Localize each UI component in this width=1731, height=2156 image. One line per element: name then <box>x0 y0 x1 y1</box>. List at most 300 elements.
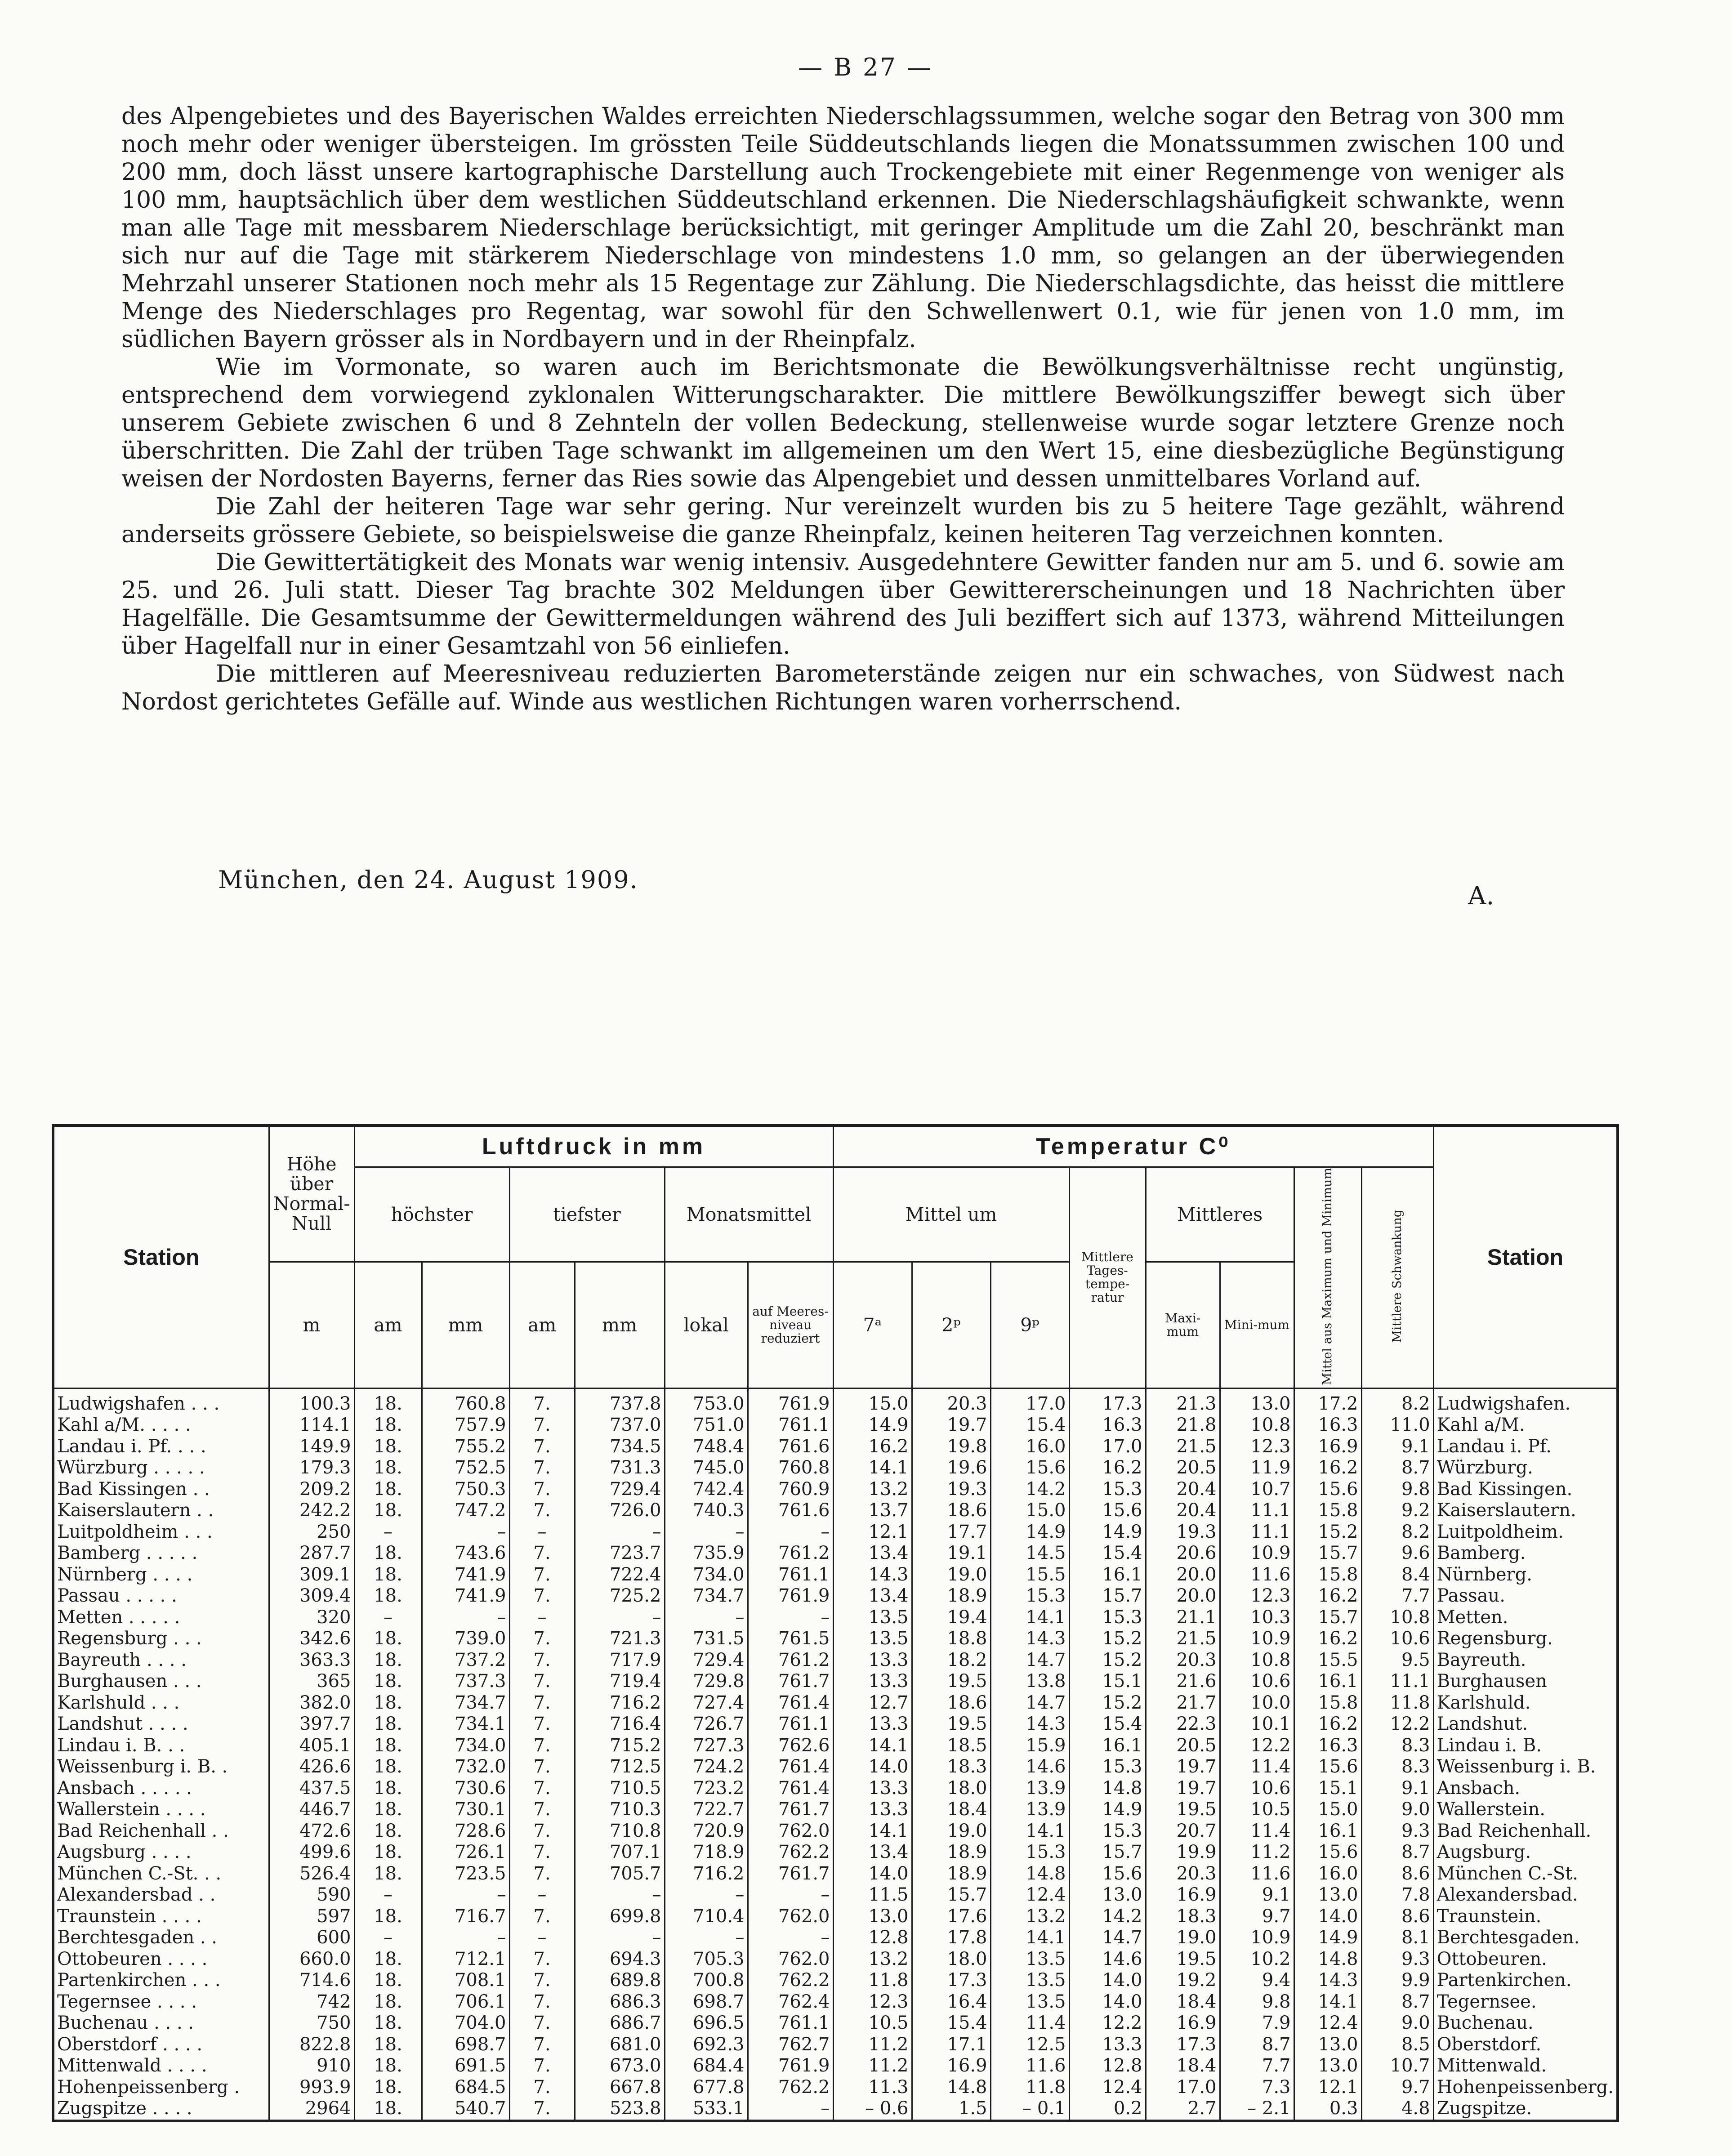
cell-local: 716.2 <box>665 1863 748 1885</box>
cell-max-mm: 730.6 <box>422 1778 509 1799</box>
cell-fluctuation: 9.0 <box>1361 2013 1433 2034</box>
cell-minimum: 10.3 <box>1220 1607 1294 1629</box>
cell-daily-mean: 14.8 <box>1069 1778 1146 1799</box>
cell-t7: 11.3 <box>833 2077 912 2098</box>
cell-station: Regensburg . . . <box>53 1628 269 1650</box>
cell-t7: 13.3 <box>833 1714 912 1735</box>
cell-mean-maxmin: 16.2 <box>1294 1714 1361 1735</box>
cell-fluctuation: 7.8 <box>1361 1884 1433 1906</box>
cell-local: 724.2 <box>665 1756 748 1778</box>
cell-min-mm: 729.4 <box>575 1479 665 1500</box>
cell-min-am: 7. <box>509 1388 575 1415</box>
cell-station-right: Oberstdorf. <box>1433 2034 1618 2056</box>
cell-height: 114.1 <box>269 1415 354 1436</box>
cell-station: Buchenau . . . . <box>53 2013 269 2034</box>
cell-t7: 13.4 <box>833 1543 912 1564</box>
cell-t2: 15.4 <box>912 2013 990 2034</box>
cell-mean-maxmin: 0.3 <box>1294 2098 1361 2121</box>
cell-t7: 14.1 <box>833 1821 912 1842</box>
cell-t7: 11.5 <box>833 1884 912 1906</box>
cell-maximum: 21.5 <box>1146 1628 1220 1650</box>
cell-t2: 17.1 <box>912 2034 990 2056</box>
cell-local: 745.0 <box>665 1457 748 1479</box>
cell-mean-maxmin: 16.2 <box>1294 1457 1361 1479</box>
cell-t7: 13.0 <box>833 1906 912 1928</box>
cell-fluctuation: 8.6 <box>1361 1906 1433 1928</box>
cell-sea-level: 761.6 <box>748 1500 833 1522</box>
cell-daily-mean: 15.4 <box>1069 1714 1146 1735</box>
cell-mean-maxmin: 15.6 <box>1294 1479 1361 1500</box>
cell-station-right: Zugspitze. <box>1433 2098 1618 2121</box>
cell-t9: 15.0 <box>990 1500 1069 1522</box>
cell-station-right: Weissenburg i. B. <box>1433 1756 1618 1778</box>
cell-min-mm: 722.4 <box>575 1564 665 1586</box>
cell-min-am: 7. <box>509 2077 575 2098</box>
header-max-pressure: höchster <box>354 1167 509 1262</box>
cell-t7: 12.1 <box>833 1522 912 1543</box>
cell-daily-mean: 14.0 <box>1069 1991 1146 2013</box>
cell-station: Oberstdorf . . . . <box>53 2034 269 2056</box>
cell-max-am: 18. <box>354 1692 422 1714</box>
cell-min-am: 7. <box>509 2013 575 2034</box>
cell-max-mm: 741.9 <box>422 1564 509 1586</box>
cell-fluctuation: 8.3 <box>1361 1735 1433 1757</box>
cell-mean-maxmin: 15.8 <box>1294 1500 1361 1522</box>
cell-station: Luitpoldheim . . . <box>53 1522 269 1543</box>
page-number: — B 27 — <box>798 53 933 81</box>
cell-maximum: 20.7 <box>1146 1821 1220 1842</box>
cell-height: 600 <box>269 1927 354 1949</box>
cell-t7: 12.8 <box>833 1927 912 1949</box>
cell-station: Nürnberg . . . . <box>53 1564 269 1586</box>
cell-station-right: Bamberg. <box>1433 1543 1618 1564</box>
cell-minimum: 9.1 <box>1220 1884 1294 1906</box>
cell-min-am: – <box>509 1884 575 1906</box>
cell-maximum: 22.3 <box>1146 1714 1220 1735</box>
cell-mean-maxmin: 17.2 <box>1294 1388 1361 1415</box>
cell-min-mm: 686.3 <box>575 1991 665 2013</box>
cell-sea-level: 762.2 <box>748 2077 833 2098</box>
cell-max-am: 18. <box>354 1415 422 1436</box>
cell-max-mm: 739.0 <box>422 1628 509 1650</box>
cell-station-right: Würzburg. <box>1433 1457 1618 1479</box>
cell-fluctuation: 10.8 <box>1361 1607 1433 1629</box>
header-9p: 9ᵖ <box>990 1262 1069 1388</box>
table-row <box>53 1756 1618 1778</box>
cell-t7: 13.4 <box>833 1585 912 1607</box>
table-row <box>53 2098 1618 2121</box>
cell-t2: 19.7 <box>912 1415 990 1436</box>
cell-maximum: 20.3 <box>1146 1863 1220 1885</box>
cell-daily-mean: 16.3 <box>1069 1415 1146 1436</box>
cell-station-right: München C.-St. <box>1433 1863 1618 1885</box>
cell-station-right: Bad Kissingen. <box>1433 1479 1618 1500</box>
cell-height: 714.6 <box>269 1970 354 1991</box>
cell-minimum: 7.9 <box>1220 2013 1294 2034</box>
cell-t9: 15.6 <box>990 1457 1069 1479</box>
cell-fluctuation: 8.2 <box>1361 1388 1433 1415</box>
cell-height: 499.6 <box>269 1842 354 1863</box>
cell-t7: 14.1 <box>833 1735 912 1757</box>
cell-max-am: 18. <box>354 1991 422 2013</box>
cell-sea-level: – <box>748 2098 833 2121</box>
cell-fluctuation: 8.7 <box>1361 1991 1433 2013</box>
cell-daily-mean: 15.1 <box>1069 1671 1146 1692</box>
cell-sea-level: 761.4 <box>748 1692 833 1714</box>
table-row <box>53 1585 1618 1607</box>
cell-station-right: Mittenwald. <box>1433 2055 1618 2077</box>
cell-max-mm: 730.1 <box>422 1799 509 1821</box>
cell-t2: 15.7 <box>912 1884 990 1906</box>
cell-min-am: 7. <box>509 1778 575 1799</box>
cell-t2: 18.9 <box>912 1863 990 1885</box>
cell-minimum: 10.8 <box>1220 1415 1294 1436</box>
table-row <box>53 1671 1618 1692</box>
cell-station: Tegernsee . . . . <box>53 1991 269 2013</box>
cell-max-am: 18. <box>354 2098 422 2121</box>
cell-max-am: 18. <box>354 1970 422 1991</box>
cell-t2: 17.8 <box>912 1927 990 1949</box>
cell-fluctuation: 9.1 <box>1361 1778 1433 1799</box>
cell-max-mm: 757.9 <box>422 1415 509 1436</box>
cell-minimum: 8.7 <box>1220 2034 1294 2056</box>
cell-t7: 11.2 <box>833 2034 912 2056</box>
header-max-am: am <box>354 1262 422 1388</box>
cell-min-am: 7. <box>509 1457 575 1479</box>
table-row <box>53 1564 1618 1586</box>
cell-min-mm: – <box>575 1884 665 1906</box>
cell-min-mm: 715.2 <box>575 1735 665 1757</box>
cell-local: 748.4 <box>665 1436 748 1458</box>
cell-height: 426.6 <box>269 1756 354 1778</box>
cell-station: Bamberg . . . . . <box>53 1543 269 1564</box>
cell-max-am: 18. <box>354 1500 422 1522</box>
cell-daily-mean: 14.2 <box>1069 1906 1146 1928</box>
cell-max-am: 18. <box>354 2077 422 2098</box>
cell-fluctuation: 9.0 <box>1361 1799 1433 1821</box>
cell-station-right: Buchenau. <box>1433 2013 1618 2034</box>
cell-minimum: 10.2 <box>1220 1949 1294 1970</box>
cell-t7: 13.3 <box>833 1778 912 1799</box>
cell-station-right: Partenkirchen. <box>1433 1970 1618 1991</box>
cell-min-am: 7. <box>509 1564 575 1586</box>
cell-t9: 13.9 <box>990 1799 1069 1821</box>
cell-fluctuation: 9.5 <box>1361 1650 1433 1671</box>
cell-fluctuation: 10.7 <box>1361 2055 1433 2077</box>
cell-station-right: Nürnberg. <box>1433 1564 1618 1586</box>
cell-min-mm: 737.8 <box>575 1388 665 1415</box>
cell-sea-level: 762.4 <box>748 1991 833 2013</box>
cell-t9: 12.5 <box>990 2034 1069 2056</box>
cell-sea-level: 760.9 <box>748 1479 833 1500</box>
cell-t2: 18.9 <box>912 1842 990 1863</box>
cell-fluctuation: 8.5 <box>1361 2034 1433 2056</box>
cell-t7: 14.0 <box>833 1863 912 1885</box>
cell-max-am: 18. <box>354 2034 422 2056</box>
cell-local: 727.4 <box>665 1692 748 1714</box>
cell-t2: 18.2 <box>912 1650 990 1671</box>
cell-max-mm: 752.5 <box>422 1457 509 1479</box>
table-row <box>53 2013 1618 2034</box>
cell-minimum: 11.9 <box>1220 1457 1294 1479</box>
cell-t2: 19.6 <box>912 1457 990 1479</box>
cell-t7: 15.0 <box>833 1388 912 1415</box>
cell-height: 309.1 <box>269 1564 354 1586</box>
header-mean-at: Mittel um <box>833 1167 1069 1262</box>
cell-local: – <box>665 1607 748 1629</box>
cell-min-mm: 681.0 <box>575 2034 665 2056</box>
header-local: lokal <box>665 1262 748 1388</box>
table-row <box>53 2034 1618 2056</box>
cell-min-mm: 723.7 <box>575 1543 665 1564</box>
table-row <box>53 2055 1618 2077</box>
cell-t7: 12.3 <box>833 1991 912 2013</box>
cell-maximum: 17.3 <box>1146 2034 1220 2056</box>
cell-station-right: Landau i. Pf. <box>1433 1436 1618 1458</box>
cell-height: 342.6 <box>269 1628 354 1650</box>
cell-station-right: Luitpoldheim. <box>1433 1522 1618 1543</box>
cell-min-am: 7. <box>509 1842 575 1863</box>
cell-station-right: Hohenpeissenberg. <box>1433 2077 1618 2098</box>
header-maximum: Maxi-mum <box>1146 1262 1220 1388</box>
cell-maximum: 19.7 <box>1146 1778 1220 1799</box>
cell-sea-level: – <box>748 1522 833 1543</box>
cell-maximum: 2.7 <box>1146 2098 1220 2121</box>
cell-height: 910 <box>269 2055 354 2077</box>
cell-maximum: 19.3 <box>1146 1522 1220 1543</box>
cell-min-mm: 686.7 <box>575 2013 665 2034</box>
cell-local: 700.8 <box>665 1970 748 1991</box>
cell-station: Kaiserslautern . . <box>53 1500 269 1522</box>
cell-t9: 14.1 <box>990 1821 1069 1842</box>
cell-t7: 10.5 <box>833 2013 912 2034</box>
cell-height: 660.0 <box>269 1949 354 1970</box>
cell-max-am: 18. <box>354 1778 422 1799</box>
cell-mean-maxmin: 14.9 <box>1294 1927 1361 1949</box>
cell-min-am: 7. <box>509 1500 575 1522</box>
cell-minimum: – 2.1 <box>1220 2098 1294 2121</box>
paragraph-3: Die Zahl der heiteren Tage war sehr gering. Nur vereinzelt wurden bis zu 5 heitere Tage gezählt, während anderseits grössere Gebiete, so beispielsweise die ganze Rheinpfalz, keinen heiteren Tag verzeichnen konnten. <box>121 493 1565 548</box>
cell-mean-maxmin: 15.2 <box>1294 1522 1361 1543</box>
cell-minimum: 9.7 <box>1220 1906 1294 1928</box>
header-min-mm: mm <box>575 1262 665 1388</box>
cell-min-am: 7. <box>509 1735 575 1757</box>
cell-sea-level: 762.0 <box>748 1906 833 1928</box>
cell-maximum: 19.5 <box>1146 1949 1220 1970</box>
cell-t9: 11.8 <box>990 2077 1069 2098</box>
table-row <box>53 1436 1618 1458</box>
cell-local: 718.9 <box>665 1842 748 1863</box>
cell-station-right: Traunstein. <box>1433 1906 1618 1928</box>
cell-height: 287.7 <box>269 1543 354 1564</box>
cell-max-am: – <box>354 1607 422 1629</box>
cell-max-mm: 706.1 <box>422 1991 509 2013</box>
cell-t7: 14.3 <box>833 1564 912 1586</box>
cell-t7: 12.7 <box>833 1692 912 1714</box>
cell-max-mm: – <box>422 1607 509 1629</box>
cell-local: 677.8 <box>665 2077 748 2098</box>
cell-t9: 14.2 <box>990 1479 1069 1500</box>
cell-fluctuation: 9.3 <box>1361 1821 1433 1842</box>
cell-minimum: 10.9 <box>1220 1927 1294 1949</box>
cell-fluctuation: 9.6 <box>1361 1543 1433 1564</box>
cell-local: 533.1 <box>665 2098 748 2121</box>
cell-daily-mean: 12.4 <box>1069 2077 1146 2098</box>
cell-max-am: 18. <box>354 1949 422 1970</box>
cell-station: Zugspitze . . . . <box>53 2098 269 2121</box>
cell-station-right: Ludwigshafen. <box>1433 1388 1618 1415</box>
cell-mean-maxmin: 15.7 <box>1294 1607 1361 1629</box>
cell-min-mm: 689.8 <box>575 1970 665 1991</box>
cell-max-am: 18. <box>354 1906 422 1928</box>
cell-min-mm: 725.2 <box>575 1585 665 1607</box>
cell-minimum: 11.6 <box>1220 1564 1294 1586</box>
cell-max-am: 18. <box>354 1714 422 1735</box>
cell-maximum: 19.7 <box>1146 1756 1220 1778</box>
cell-station-right: Burghausen <box>1433 1671 1618 1692</box>
cell-local: 722.7 <box>665 1799 748 1821</box>
cell-t9: 14.5 <box>990 1543 1069 1564</box>
cell-t9: 14.3 <box>990 1714 1069 1735</box>
cell-t2: 14.8 <box>912 2077 990 2098</box>
table-row <box>53 1799 1618 1821</box>
cell-mean-maxmin: 15.8 <box>1294 1564 1361 1586</box>
cell-mean-maxmin: 16.3 <box>1294 1415 1361 1436</box>
header-station-right: Station <box>1433 1125 1618 1388</box>
cell-station-right: Lindau i. B. <box>1433 1735 1618 1757</box>
cell-t2: 19.0 <box>912 1564 990 1586</box>
cell-sea-level: 762.2 <box>748 1970 833 1991</box>
table-row <box>53 1906 1618 1928</box>
cell-t2: 19.0 <box>912 1821 990 1842</box>
cell-sea-level: 761.7 <box>748 1671 833 1692</box>
cell-mean-maxmin: 13.0 <box>1294 2034 1361 2056</box>
cell-t9: 11.6 <box>990 2055 1069 2077</box>
cell-max-am: 18. <box>354 1650 422 1671</box>
cell-height: 397.7 <box>269 1714 354 1735</box>
cell-minimum: 10.1 <box>1220 1714 1294 1735</box>
cell-local: 727.3 <box>665 1735 748 1757</box>
cell-min-am: – <box>509 1522 575 1543</box>
cell-max-mm: 691.5 <box>422 2055 509 2077</box>
cell-height: 472.6 <box>269 1821 354 1842</box>
table-row <box>53 1479 1618 1500</box>
cell-fluctuation: 9.3 <box>1361 1949 1433 1970</box>
cell-station: Kahl a/M. . . . . <box>53 1415 269 1436</box>
cell-minimum: 7.7 <box>1220 2055 1294 2077</box>
cell-t7: 13.5 <box>833 1607 912 1629</box>
header-7a: 7ᵃ <box>833 1262 912 1388</box>
header-monthly-mean: Monatsmittel <box>665 1167 833 1262</box>
cell-station: Traunstein . . . . <box>53 1906 269 1928</box>
cell-station: Landshut . . . . <box>53 1714 269 1735</box>
cell-maximum: 18.4 <box>1146 2055 1220 2077</box>
cell-mean-maxmin: 13.0 <box>1294 1884 1361 1906</box>
cell-station: Metten . . . . . <box>53 1607 269 1629</box>
cell-maximum: 20.4 <box>1146 1479 1220 1500</box>
table-row <box>53 1607 1618 1629</box>
cell-station: Karlshuld . . . <box>53 1692 269 1714</box>
table-row <box>53 2077 1618 2098</box>
cell-mean-maxmin: 16.0 <box>1294 1863 1361 1885</box>
cell-max-am: – <box>354 1884 422 1906</box>
cell-min-mm: 731.3 <box>575 1457 665 1479</box>
cell-mean-maxmin: 12.4 <box>1294 2013 1361 2034</box>
cell-min-am: 7. <box>509 1415 575 1436</box>
cell-sea-level: – <box>748 1884 833 1906</box>
header-min-pressure: tiefster <box>509 1167 665 1262</box>
cell-height: 209.2 <box>269 1479 354 1500</box>
cell-height: 250 <box>269 1522 354 1543</box>
cell-mean-maxmin: 14.8 <box>1294 1949 1361 1970</box>
cell-sea-level: 761.1 <box>748 1714 833 1735</box>
cell-fluctuation: 8.4 <box>1361 1564 1433 1586</box>
cell-height: 309.4 <box>269 1585 354 1607</box>
cell-t9: – 0.1 <box>990 2098 1069 2121</box>
cell-max-mm: 734.0 <box>422 1735 509 1757</box>
cell-daily-mean: 14.9 <box>1069 1799 1146 1821</box>
cell-daily-mean: 15.3 <box>1069 1607 1146 1629</box>
cell-daily-mean: 15.4 <box>1069 1543 1146 1564</box>
cell-station: Berchtesgaden . . <box>53 1927 269 1949</box>
fluctuation-label: Mittlere Schwankung <box>1390 1210 1405 1343</box>
cell-local: 696.5 <box>665 2013 748 2034</box>
cell-daily-mean: 0.2 <box>1069 2098 1146 2121</box>
cell-height: 822.8 <box>269 2034 354 2056</box>
header-mean-from-maxmin <box>1294 1167 1361 1388</box>
cell-height: 590 <box>269 1884 354 1906</box>
cell-daily-mean: 15.2 <box>1069 1692 1146 1714</box>
cell-minimum: 11.4 <box>1220 1821 1294 1842</box>
cell-mean-maxmin: 15.5 <box>1294 1650 1361 1671</box>
cell-t7: 14.0 <box>833 1756 912 1778</box>
cell-height: 382.0 <box>269 1692 354 1714</box>
cell-station-right: Alexandersbad. <box>1433 1884 1618 1906</box>
cell-min-am: 7. <box>509 1650 575 1671</box>
cell-maximum: 21.8 <box>1146 1415 1220 1436</box>
cell-min-mm: 721.3 <box>575 1628 665 1650</box>
cell-sea-level: 761.1 <box>748 2013 833 2034</box>
cell-fluctuation: 11.0 <box>1361 1415 1433 1436</box>
cell-fluctuation: 8.6 <box>1361 1863 1433 1885</box>
cell-t9: 15.3 <box>990 1585 1069 1607</box>
cell-t7: 13.7 <box>833 1500 912 1522</box>
cell-daily-mean: 14.0 <box>1069 1970 1146 1991</box>
cell-fluctuation: 8.7 <box>1361 1842 1433 1863</box>
cell-station: Wallerstein . . . . <box>53 1799 269 1821</box>
cell-max-mm: 747.2 <box>422 1500 509 1522</box>
cell-sea-level: 762.0 <box>748 1949 833 1970</box>
cell-sea-level: 762.0 <box>748 1821 833 1842</box>
cell-t9: 12.4 <box>990 1884 1069 1906</box>
cell-sea-level: 761.9 <box>748 1585 833 1607</box>
cell-minimum: 10.6 <box>1220 1778 1294 1799</box>
table-row <box>53 1500 1618 1522</box>
table-row <box>53 1991 1618 2013</box>
cell-fluctuation: 11.1 <box>1361 1671 1433 1692</box>
cell-height: 363.3 <box>269 1650 354 1671</box>
header-max-mm: mm <box>422 1262 509 1388</box>
table-row <box>53 1388 1618 1415</box>
cell-min-mm: 737.0 <box>575 1415 665 1436</box>
cell-t9: 15.3 <box>990 1842 1069 1863</box>
cell-max-mm: 712.1 <box>422 1949 509 1970</box>
cell-sea-level: 761.4 <box>748 1756 833 1778</box>
cell-height: 320 <box>269 1607 354 1629</box>
cell-station-right: Landshut. <box>1433 1714 1618 1735</box>
cell-local: 698.7 <box>665 1991 748 2013</box>
cell-t9: 13.9 <box>990 1778 1069 1799</box>
